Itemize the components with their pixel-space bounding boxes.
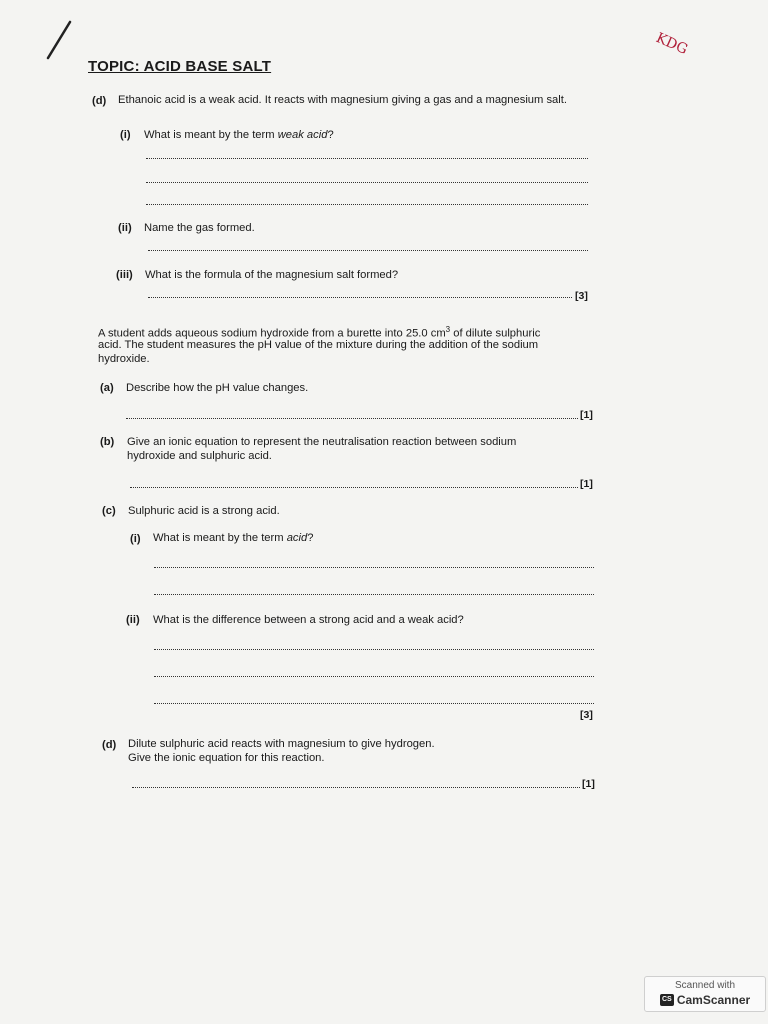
q2-intro-text-cont: of dilute sulphuric: [450, 327, 541, 340]
answer-line[interactable]: [154, 649, 594, 650]
q2-cii-label: (ii): [126, 614, 140, 626]
answer-line[interactable]: [146, 158, 588, 159]
answer-line[interactable]: [154, 567, 594, 568]
q2-c-label: (c): [102, 505, 116, 517]
q2-intro-text: A student adds aqueous sodium hydroxide from a burette into 25.0 cm: [98, 327, 446, 340]
q1-marks: [3]: [575, 290, 588, 302]
q2-d-text-1: Dilute sulphuric acid reacts with magnesium to give hydrogen.: [128, 738, 435, 750]
answer-line[interactable]: [154, 676, 594, 677]
q1-i-label: (i): [120, 129, 131, 141]
answer-line[interactable]: [154, 594, 594, 595]
q2-b-marks: [1]: [580, 478, 593, 490]
q2-b-text-2: hydroxide and sulphuric acid.: [127, 450, 272, 462]
q2-d-label: (d): [102, 739, 117, 751]
q2-d-text-2: Give the ionic equation for this reaction.: [128, 752, 325, 764]
q2-cii-text: What is the difference between a strong acid and a weak acid?: [153, 614, 464, 626]
tick-mark-icon: [40, 18, 80, 62]
q2-ci-text: What is meant by the term: [153, 532, 287, 544]
answer-line[interactable]: [146, 182, 588, 183]
q2-ci-question: [153, 531, 313, 545]
q2-ci-term: acid: [286, 532, 308, 544]
q1-iii-label: (iii): [116, 269, 133, 281]
q2-c-text: Sulphuric acid is a strong acid.: [128, 505, 280, 517]
answer-line[interactable]: [130, 487, 578, 488]
q1-ii-text: Name the gas formed.: [144, 222, 255, 234]
page-title: TOPIC: ACID BASE SALT: [88, 58, 272, 75]
answer-line[interactable]: [148, 250, 588, 251]
camscanner-logo-icon: CS: [660, 994, 674, 1006]
q1-i-text: What is meant by the term: [144, 129, 278, 141]
q2-c-marks: [3]: [580, 709, 593, 721]
margin-initials: KDG: [653, 30, 691, 58]
q2-a-marks: [1]: [580, 409, 593, 421]
q1-iii-text: What is the formula of the magnesium salt formed?: [145, 269, 399, 281]
answer-line[interactable]: [126, 418, 578, 419]
q2-a-text: Describe how the pH value changes.: [126, 382, 309, 394]
q2-b-label: (b): [100, 436, 115, 448]
q1-i-question: [144, 128, 334, 142]
q2-ci-label: (i): [130, 533, 141, 545]
q2-ci-end: ?: [307, 532, 314, 544]
answer-line[interactable]: [148, 297, 572, 298]
q2-intro-line2: acid. The student measures the pH value of the mixture during the addition of the sodium: [98, 339, 539, 351]
watermark-caption: Scanned with: [674, 980, 736, 991]
answer-line[interactable]: [132, 787, 580, 788]
q2-a-label: (a): [100, 382, 114, 394]
answer-line[interactable]: [154, 703, 594, 704]
q1-i-end: ?: [327, 129, 334, 141]
answer-line[interactable]: [146, 204, 588, 205]
q2-intro-line3: hydroxide.: [98, 353, 150, 365]
q1-i-term: weak acid: [277, 129, 328, 141]
scanner-watermark: [644, 976, 766, 1012]
q2-b-text-1: Give an ionic equation to represent the neutralisation reaction between sodium: [127, 436, 517, 448]
q2-intro-superscript: 3: [445, 325, 451, 334]
q1-ii-label: (ii): [118, 222, 132, 234]
watermark-brand: CamScanner: [676, 992, 751, 1007]
q2-d-marks: [1]: [582, 778, 595, 790]
q1-text: Ethanoic acid is a weak acid. It reacts with magnesium giving a gas and a magnesium salt.: [118, 94, 567, 106]
q1-label: (d): [92, 95, 107, 107]
